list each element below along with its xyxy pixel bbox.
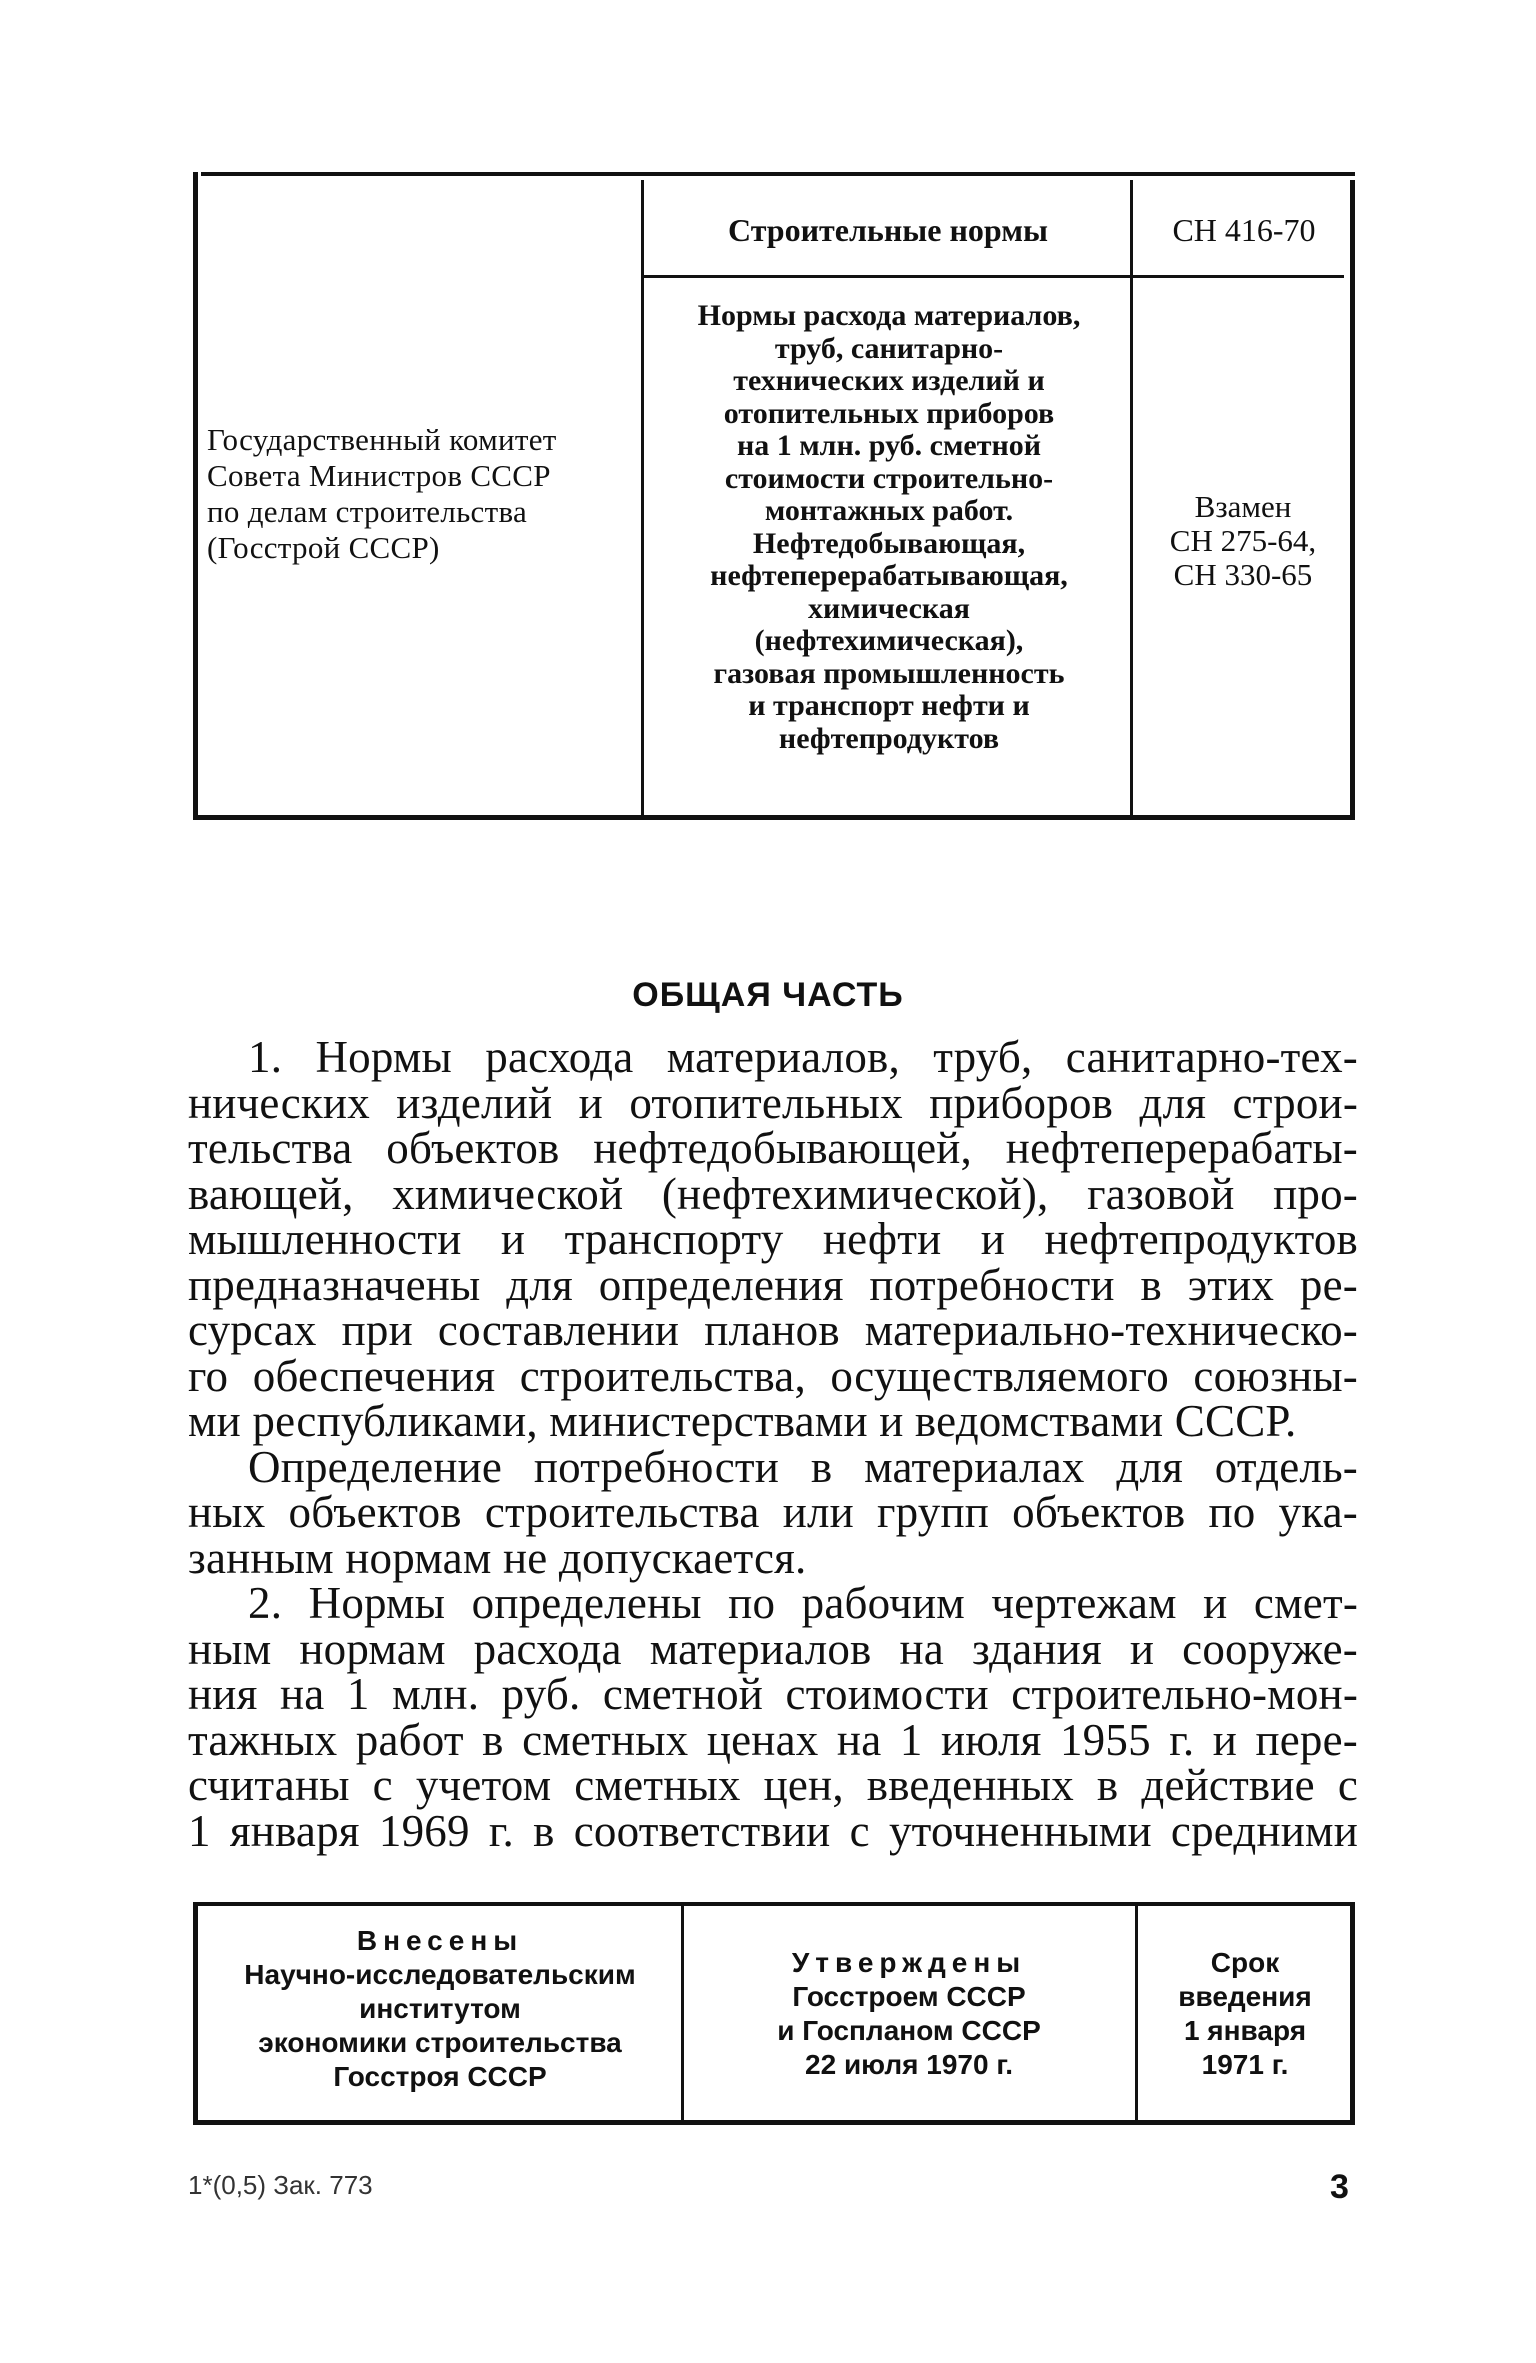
body-line: ных объектов строительства или групп объектов по ука- [188,1487,1358,1537]
body-line: го обеспечения строительства, осуществляемого союзны- [188,1350,1358,1401]
introduced-by: Внесены Научно-исследовательским институтом экономики строительства Госстроя СССР [244,1925,636,2092]
body-line: Определение потребности в материалах для отдель- [248,1441,1358,1492]
body-line: тельства объектов нефтедобывающей, нефтеперерабаты- [188,1123,1358,1173]
header-bottom-rule [193,815,1355,820]
footer-bottom-rule [193,2120,1355,2125]
approval-footer-table [193,1902,1355,2125]
page-number: 3 [1330,2168,1349,2206]
footer-column-divider-1 [681,1902,684,2125]
norms-title: Нормы расхода материалов, труб, санитарно- технических изделий и отопительных приборов на 1 млн. руб. сметной стоимости строительно- монтажных работ. Нефтедобывающая, нефтеперерабатывающая, химическая (нефтехимическая), газовая промышленность и транспорт нефти и нефтепродуктов [697,299,1081,755]
section-body [188,1032,1358,1856]
footer-left-border [193,1902,198,2125]
header-top-rule [201,172,1355,176]
body-line: считаны с учетом сметных цен, введенных в действие с [188,1760,1358,1810]
body-line: ния на 1 млн. руб. сметной стоимости строительно-мон- [188,1669,1358,1719]
document-header-table [193,172,1355,820]
header-row-divider [644,275,1344,278]
footer-right-border [1350,1902,1355,2125]
footer-column-divider-2 [1135,1902,1138,2125]
body-line: нических изделий и отопительных приборов для строи- [188,1077,1358,1128]
effective-date: Срок введения 1 января 1971 г. [1178,1947,1312,2080]
header-right-border [1350,180,1355,820]
body-line: вающей, химической (нефтехимической), газовой про- [188,1168,1358,1219]
issuing-committee: Государственный комитет Совета Министров СССР по делам строительства (Госстрой СССР) [207,422,557,565]
body-line: ным нормам расхода материалов на здания и сооруже- [188,1623,1358,1674]
body-line: сурсах при составлении планов материально-техническо- [188,1305,1358,1355]
norms-code: СН 416-70 [1172,212,1316,248]
header-left-border [193,172,198,820]
body-line: занным нормам не допускается. [188,1532,807,1583]
body-line: 1. Нормы расхода материалов, труб, санитарно-тех- [248,1032,1358,1082]
body-line: тажных работ в сметных ценах на 1 июля 1955 г. и пере- [188,1714,1358,1765]
section-heading: ОБЩАЯ ЧАСТЬ [632,976,904,1014]
body-line: ми республиками, министерствами и ведомствами СССР. [188,1396,1297,1446]
body-line: 1 января 1969 г. в соответствии с уточненными средними [188,1805,1358,1856]
body-line: мышленности и транспорту нефти и нефтепродуктов [188,1214,1358,1264]
body-line: 2. Нормы определены по рабочим чертежам и смет- [248,1578,1358,1628]
approved-by: Утверждены Госстроем СССР и Госпланом СССР 22 июля 1970 г. [777,1947,1041,2080]
body-line: предназначены для определения потребности в этих ре- [188,1259,1358,1310]
norms-type: Строительные нормы [728,212,1048,248]
replaces-note: Взамен СН 275-64, СН 330-65 [1169,489,1317,592]
footer-top-rule [193,1902,1355,1906]
print-imprint: 1*(0,5) Зак. 773 [188,2170,373,2200]
